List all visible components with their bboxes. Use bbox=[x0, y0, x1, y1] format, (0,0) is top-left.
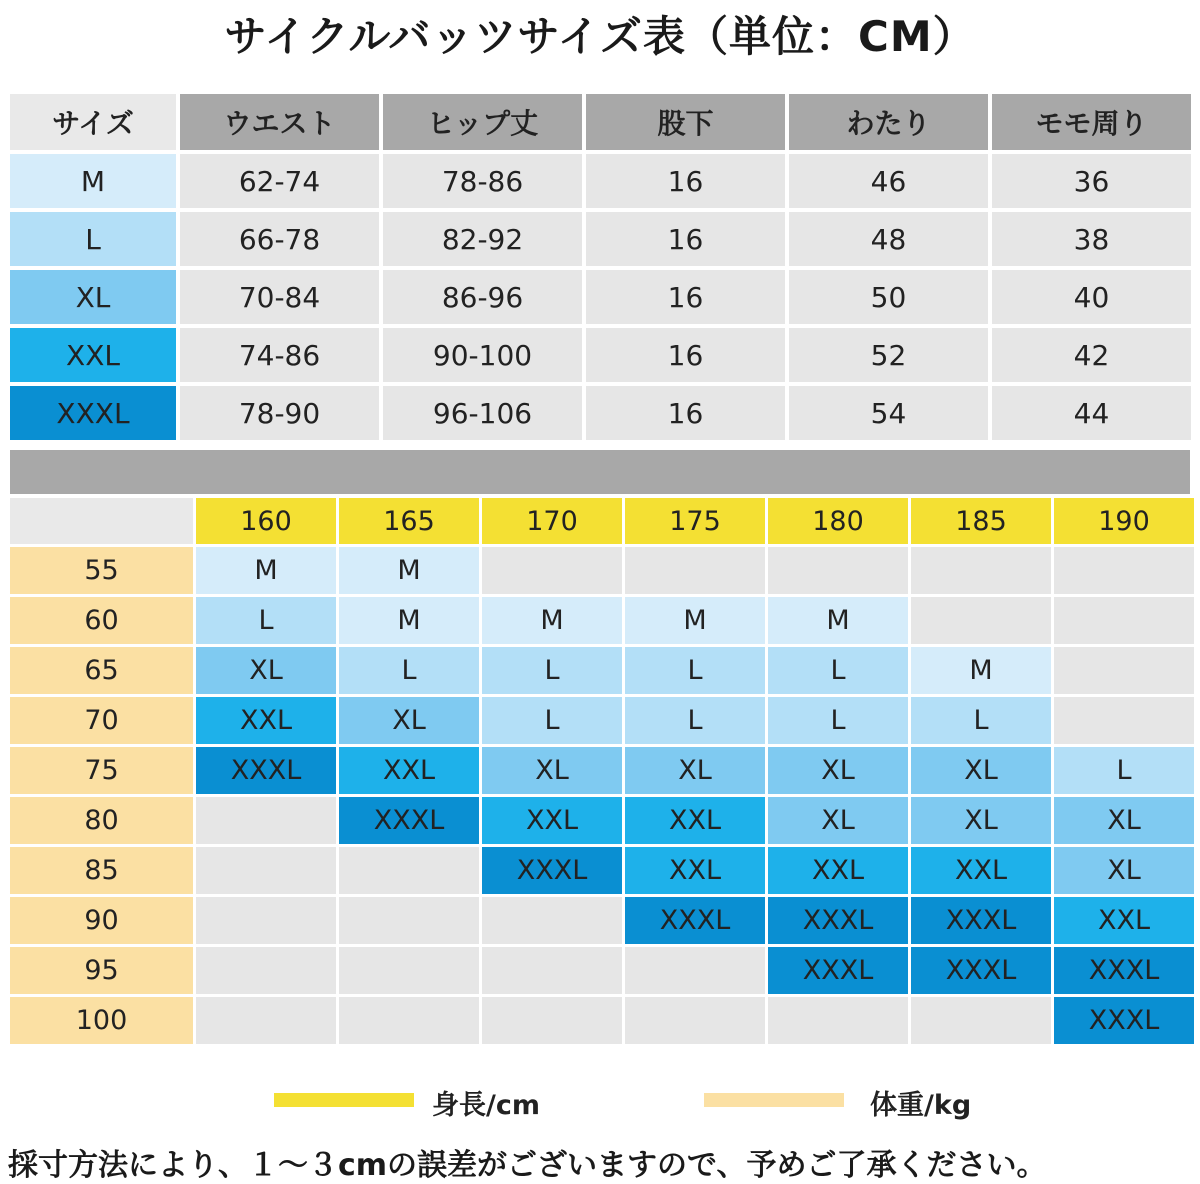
size-recommendation-cell bbox=[339, 947, 479, 994]
size-value-cell: 16 bbox=[586, 270, 785, 324]
weight-row bbox=[10, 947, 1194, 994]
size-recommendation-cell: XL bbox=[482, 747, 622, 794]
size-recommendation-cell bbox=[1054, 597, 1194, 644]
height-weight-size-matrix bbox=[7, 495, 1197, 1047]
size-table-header-row bbox=[10, 94, 1191, 150]
size-recommendation-cell: M bbox=[482, 597, 622, 644]
size-recommendation-cell: L bbox=[482, 697, 622, 744]
weight-row bbox=[10, 697, 1194, 744]
height-header: 160 bbox=[196, 498, 336, 544]
weight-row bbox=[10, 647, 1194, 694]
size-recommendation-cell bbox=[625, 997, 765, 1044]
size-recommendation-cell: L bbox=[911, 697, 1051, 744]
size-label: XL bbox=[10, 270, 176, 324]
size-recommendation-cell: XL bbox=[911, 797, 1051, 844]
weight-label: 60 bbox=[10, 597, 193, 644]
size-recommendation-cell bbox=[339, 897, 479, 944]
size-spec-table bbox=[6, 90, 1195, 444]
size-value-cell: 74-86 bbox=[180, 328, 379, 382]
size-recommendation-cell: L bbox=[625, 647, 765, 694]
measurement-note: 採寸方法により、１～３cmの誤差がございますので、予めご了承ください。 bbox=[8, 1148, 1047, 1183]
size-recommendation-cell bbox=[339, 847, 479, 894]
header-crotch-width: わたり bbox=[789, 94, 988, 150]
size-value-cell: 16 bbox=[586, 154, 785, 208]
size-recommendation-cell bbox=[482, 897, 622, 944]
size-recommendation-cell bbox=[482, 997, 622, 1044]
size-value-cell: 78-90 bbox=[180, 386, 379, 440]
size-recommendation-cell: XL bbox=[1054, 797, 1194, 844]
section-divider-bar bbox=[10, 450, 1190, 494]
size-recommendation-cell: XXL bbox=[625, 797, 765, 844]
size-value-cell: 48 bbox=[789, 212, 988, 266]
size-recommendation-cell: M bbox=[625, 597, 765, 644]
height-header: 180 bbox=[768, 498, 908, 544]
size-recommendation-cell: XL bbox=[1054, 847, 1194, 894]
size-value-cell: 50 bbox=[789, 270, 988, 324]
size-recommendation-cell bbox=[482, 947, 622, 994]
height-header: 170 bbox=[482, 498, 622, 544]
size-recommendation-cell: M bbox=[339, 597, 479, 644]
size-recommendation-cell: XXL bbox=[339, 747, 479, 794]
size-value-cell: 66-78 bbox=[180, 212, 379, 266]
height-header: 175 bbox=[625, 498, 765, 544]
size-recommendation-cell: M bbox=[339, 547, 479, 594]
size-recommendation-cell bbox=[196, 997, 336, 1044]
size-recommendation-cell: M bbox=[768, 597, 908, 644]
size-recommendation-cell: XL bbox=[911, 747, 1051, 794]
size-recommendation-cell: XXXL bbox=[1054, 947, 1194, 994]
size-recommendation-cell bbox=[1054, 547, 1194, 594]
weight-row bbox=[10, 897, 1194, 944]
height-legend-label: 身長/cm bbox=[432, 1090, 540, 1121]
size-recommendation-cell bbox=[911, 997, 1051, 1044]
size-value-cell: 82-92 bbox=[383, 212, 582, 266]
size-row bbox=[10, 270, 1191, 324]
size-label: L bbox=[10, 212, 176, 266]
size-recommendation-cell: XXL bbox=[625, 847, 765, 894]
size-recommendation-cell bbox=[768, 997, 908, 1044]
page-title: サイクルバッツサイズ表（単位：CM） bbox=[224, 12, 976, 61]
size-recommendation-cell bbox=[482, 547, 622, 594]
size-row bbox=[10, 328, 1191, 382]
size-recommendation-cell bbox=[625, 547, 765, 594]
size-recommendation-cell: XXXL bbox=[911, 947, 1051, 994]
header-inseam: 股下 bbox=[586, 94, 785, 150]
size-recommendation-cell: XL bbox=[196, 647, 336, 694]
size-recommendation-cell: L bbox=[1054, 747, 1194, 794]
header-size: サイズ bbox=[10, 94, 176, 150]
size-recommendation-cell: L bbox=[625, 697, 765, 744]
size-recommendation-cell: XL bbox=[768, 797, 908, 844]
size-recommendation-cell: XXL bbox=[911, 847, 1051, 894]
weight-row bbox=[10, 997, 1194, 1044]
size-recommendation-cell: XXXL bbox=[768, 897, 908, 944]
size-recommendation-cell: XXL bbox=[1054, 897, 1194, 944]
size-value-cell: 70-84 bbox=[180, 270, 379, 324]
height-header: 185 bbox=[911, 498, 1051, 544]
size-value-cell: 38 bbox=[992, 212, 1191, 266]
size-recommendation-cell: XL bbox=[768, 747, 908, 794]
size-value-cell: 16 bbox=[586, 328, 785, 382]
height-header-row bbox=[10, 498, 1194, 544]
size-recommendation-cell bbox=[196, 897, 336, 944]
weight-label: 65 bbox=[10, 647, 193, 694]
weight-row bbox=[10, 797, 1194, 844]
size-value-cell: 54 bbox=[789, 386, 988, 440]
size-row bbox=[10, 154, 1191, 208]
size-value-cell: 62-74 bbox=[180, 154, 379, 208]
size-recommendation-cell: XXXL bbox=[1054, 997, 1194, 1044]
size-recommendation-cell: XXL bbox=[196, 697, 336, 744]
size-recommendation-cell bbox=[911, 547, 1051, 594]
size-recommendation-cell bbox=[1054, 697, 1194, 744]
weight-label: 95 bbox=[10, 947, 193, 994]
weight-label: 100 bbox=[10, 997, 193, 1044]
weight-label: 85 bbox=[10, 847, 193, 894]
weight-row bbox=[10, 847, 1194, 894]
size-value-cell: 42 bbox=[992, 328, 1191, 382]
size-recommendation-cell bbox=[339, 997, 479, 1044]
header-thigh: モモ周り bbox=[992, 94, 1191, 150]
weight-row bbox=[10, 747, 1194, 794]
size-recommendation-cell: XXL bbox=[768, 847, 908, 894]
size-recommendation-cell: L bbox=[482, 647, 622, 694]
weight-row bbox=[10, 597, 1194, 644]
size-value-cell: 36 bbox=[992, 154, 1191, 208]
size-label: XXXL bbox=[10, 386, 176, 440]
size-recommendation-cell: XXXL bbox=[339, 797, 479, 844]
weight-label: 70 bbox=[10, 697, 193, 744]
size-recommendation-cell bbox=[196, 797, 336, 844]
size-recommendation-cell: XXXL bbox=[482, 847, 622, 894]
size-recommendation-cell: XL bbox=[339, 697, 479, 744]
size-recommendation-cell bbox=[196, 847, 336, 894]
size-row bbox=[10, 212, 1191, 266]
size-value-cell: 86-96 bbox=[383, 270, 582, 324]
weight-label: 75 bbox=[10, 747, 193, 794]
size-recommendation-cell: L bbox=[768, 647, 908, 694]
size-recommendation-cell: XXL bbox=[482, 797, 622, 844]
size-value-cell: 78-86 bbox=[383, 154, 582, 208]
size-recommendation-cell: M bbox=[196, 547, 336, 594]
size-recommendation-cell: M bbox=[911, 647, 1051, 694]
size-recommendation-cell: L bbox=[339, 647, 479, 694]
size-label: M bbox=[10, 154, 176, 208]
size-value-cell: 96-106 bbox=[383, 386, 582, 440]
size-recommendation-cell bbox=[768, 547, 908, 594]
weight-legend-label: 体重/kg bbox=[870, 1090, 972, 1121]
size-recommendation-cell: XL bbox=[625, 747, 765, 794]
size-value-cell: 40 bbox=[992, 270, 1191, 324]
size-recommendation-cell bbox=[625, 947, 765, 994]
size-recommendation-cell bbox=[911, 597, 1051, 644]
weight-label: 80 bbox=[10, 797, 193, 844]
size-value-cell: 90-100 bbox=[383, 328, 582, 382]
size-recommendation-cell bbox=[1054, 647, 1194, 694]
weight-legend-swatch bbox=[704, 1093, 844, 1107]
size-value-cell: 16 bbox=[586, 212, 785, 266]
height-header: 165 bbox=[339, 498, 479, 544]
size-value-cell: 16 bbox=[586, 386, 785, 440]
matrix-corner bbox=[10, 498, 193, 544]
size-value-cell: 52 bbox=[789, 328, 988, 382]
size-recommendation-cell: L bbox=[768, 697, 908, 744]
weight-label: 55 bbox=[10, 547, 193, 594]
height-legend-swatch bbox=[274, 1093, 414, 1107]
size-value-cell: 46 bbox=[789, 154, 988, 208]
size-recommendation-cell: L bbox=[196, 597, 336, 644]
size-recommendation-cell: XXXL bbox=[768, 947, 908, 994]
header-waist: ウエスト bbox=[180, 94, 379, 150]
size-value-cell: 44 bbox=[992, 386, 1191, 440]
weight-label: 90 bbox=[10, 897, 193, 944]
size-row bbox=[10, 386, 1191, 440]
weight-row bbox=[10, 547, 1194, 594]
size-label: XXL bbox=[10, 328, 176, 382]
size-recommendation-cell: XXXL bbox=[911, 897, 1051, 944]
size-recommendation-cell: XXXL bbox=[625, 897, 765, 944]
size-recommendation-cell bbox=[196, 947, 336, 994]
header-hip-length: ヒップ丈 bbox=[383, 94, 582, 150]
size-recommendation-cell: XXXL bbox=[196, 747, 336, 794]
height-header: 190 bbox=[1054, 498, 1194, 544]
